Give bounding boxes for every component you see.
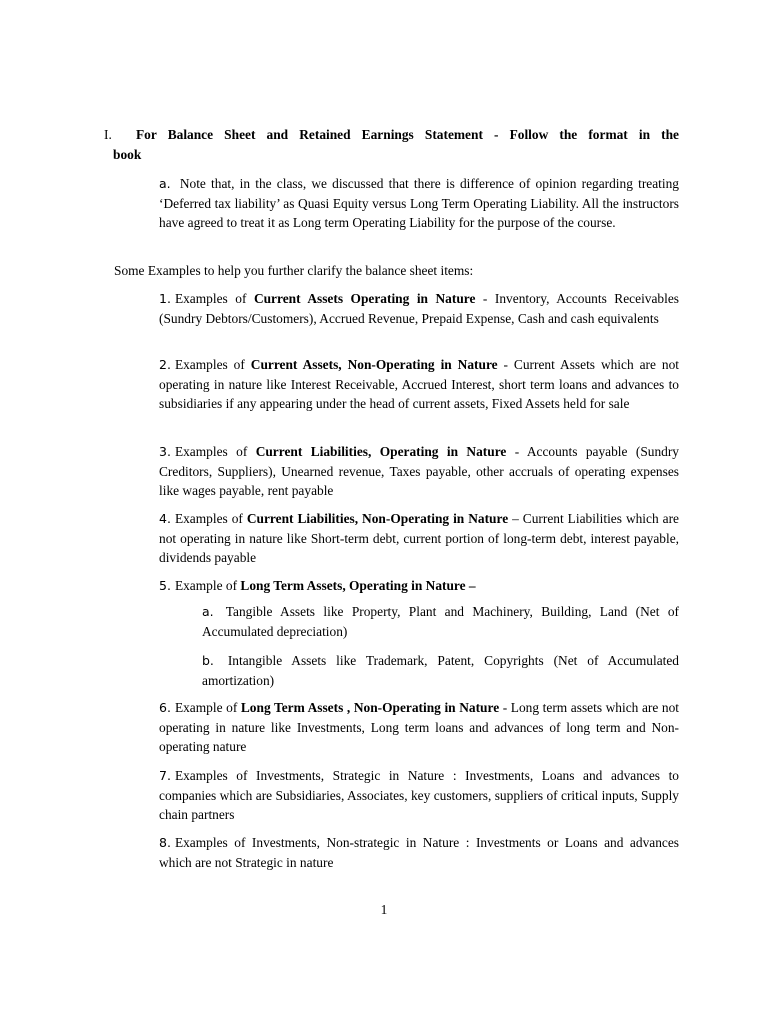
item-term: Current Assets, Non-Operating in Nature <box>250 357 498 372</box>
note-label: a. <box>159 176 171 191</box>
list-item-4 <box>159 509 679 568</box>
section-heading-line-1: For Balance Sheet and Retained Earnings Statement - Follow the format in the <box>136 127 679 142</box>
item-number: 7. <box>159 768 171 783</box>
item-prefix: Example of <box>174 700 241 715</box>
item-prefix: Examples of <box>174 444 256 459</box>
sub-item-label: b. <box>202 653 214 668</box>
sub-item-a <box>202 602 679 641</box>
item-description: - Accounts payable (Sundry Creditors, Suppliers), Unearned revenue, Taxes payable, other accruals of operating expenses like wages payable, rent payable <box>159 444 680 499</box>
item-term: Long Term Assets, Operating in Nature – <box>240 578 476 593</box>
list-item-7 <box>159 766 679 825</box>
item-prefix: Examples of <box>174 291 254 306</box>
item-number: 1. <box>159 291 171 306</box>
sub-item-text: Intangible Assets like Trademark, Patent, Copyrights (Net of Accumulated amortization) <box>202 653 679 688</box>
note-text: Note that, in the class, we discussed that there is difference of opinion regarding treating ‘Deferred tax liability’ as Quasi Equity versus Long Term Operating Liability. All the instructors have agreed to treat it as Long term Operating Liability for the purpose of the course. <box>159 176 679 231</box>
item-term: Long Term Assets , Non-Operating in Nature <box>240 700 500 715</box>
sub-item-text: Tangible Assets like Property, Plant and Machinery, Building, Land (Net of Accumulated depreciation) <box>202 604 679 639</box>
list-item-6 <box>159 698 679 757</box>
list-item-2 <box>159 355 679 414</box>
item-prefix: Examples of <box>174 511 247 526</box>
item-number: 3. <box>159 444 171 459</box>
item-term: Current Assets Operating in Nature <box>253 291 476 306</box>
item-prefix: Examples of <box>174 357 251 372</box>
item-number: 2. <box>159 357 171 372</box>
list-item-8 <box>159 833 679 872</box>
item-prefix: Examples of Investments, Strategic in Nature : Investments, Loans and advances to companies which are Subsidiaries, Associates, key customers, suppliers of critical inputs, Supply chain partners <box>159 768 679 823</box>
item-description: - Long term assets which are not operating in nature like Investments, Long term loans and advances of long term and Non-operating nature <box>159 700 679 755</box>
item-description: - Inventory, Accounts Receivables (Sundry Debtors/Customers), Accrued Revenue, Prepaid Expense, Cash and cash equivalents <box>159 291 679 326</box>
list-item-1 <box>159 289 679 328</box>
item-number: 8. <box>159 835 171 850</box>
section-heading-line-2: book <box>113 146 142 162</box>
item-term: Current Liabilities, Operating in Nature <box>255 444 507 459</box>
item-prefix: Examples of Investments, Non-strategic in Nature : Investments or Loans and advances which are not Strategic in nature <box>159 835 679 870</box>
section-heading <box>104 125 679 164</box>
list-item-5 <box>159 576 679 596</box>
item-number: 6. <box>159 700 171 715</box>
intro-text: Some Examples to help you further clarify the balance sheet items: <box>114 263 474 278</box>
item-number: 5. <box>159 578 171 593</box>
section-number: I. <box>104 127 112 142</box>
list-item-3 <box>159 442 679 501</box>
item-term: Current Liabilities, Non-Operating in Nature <box>246 511 509 526</box>
item-prefix: Example of <box>174 578 241 593</box>
sub-item-label: a. <box>202 604 214 619</box>
note-paragraph <box>159 174 679 233</box>
item-number: 4. <box>159 511 171 526</box>
item-description: – Current Liabilities which are not operating in nature like Short-term debt, current portion of long-term debt, interest payable, dividends payable <box>159 511 679 566</box>
page-number: 1 <box>380 902 388 917</box>
item-description: - Current Assets which are not operating in nature like Interest Receivable, Accrued Interest, short term loans and advances to subsidiaries if any appearing under the head of current assets, Fixed Assets held for sale <box>159 357 679 412</box>
sub-item-b <box>202 651 679 690</box>
